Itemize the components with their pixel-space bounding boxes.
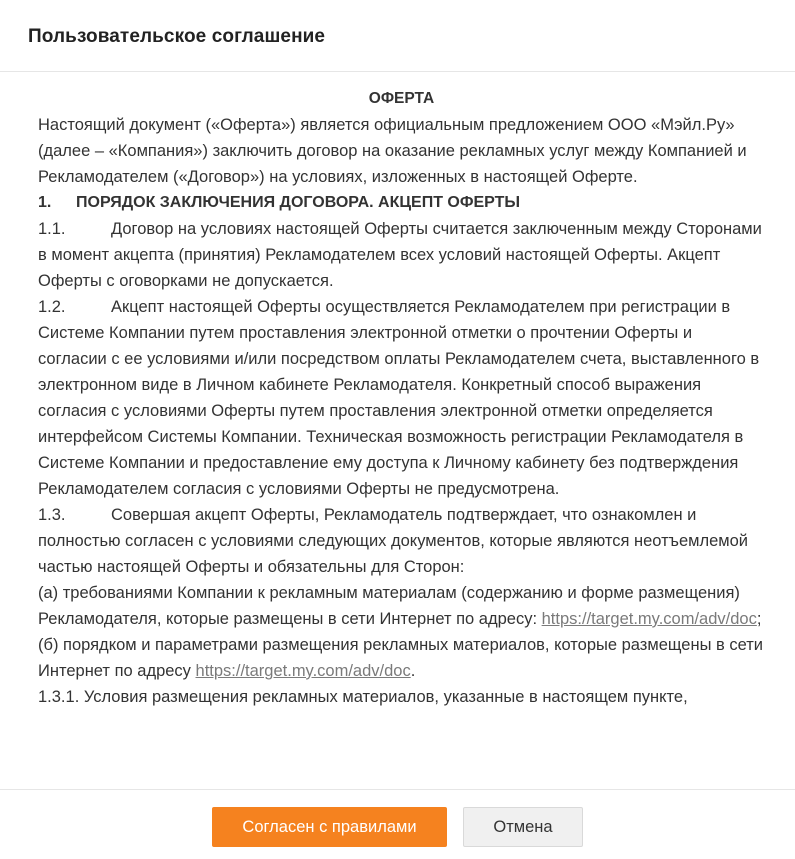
clause-1-3 xyxy=(38,502,765,580)
intro-paragraph: Настоящий документ («Оферта») является официальным предложением ООО «Мэйл.Ру» (далее – «Компания») заключить договор на оказание рекламных услуг между Компанией и Рекламодателем («Договор») на условиях, изложенных в настоящей Оферте. xyxy=(38,116,747,186)
clause-1-1-number: 1.1. xyxy=(38,220,66,238)
dialog-header xyxy=(0,0,795,72)
clause-1-2-number: 1.2. xyxy=(38,298,66,316)
clause-1-2 xyxy=(38,294,765,502)
section-1-heading xyxy=(38,190,765,216)
clause-1-3-number: 1.3. xyxy=(38,506,66,524)
agreement-text-scroll-area[interactable] xyxy=(0,72,795,789)
clause-1-1 xyxy=(38,216,765,294)
document-heading: ОФЕРТА xyxy=(368,90,435,107)
dialog-footer xyxy=(0,789,795,859)
item-a-link[interactable]: https://target.my.com/adv/doc xyxy=(541,610,757,628)
item-b-link[interactable]: https://target.my.com/adv/doc xyxy=(195,662,411,680)
clause-1-2-text: Акцепт настоящей Оферты осуществляется Рекламодателем при регистрации в Системе Компании путем проставления электронной отметки о прочтении Оферты и согласии с ее условиями и/или посредством оплаты Рекламодателем счета, выставленного в электронном виде в Личном кабинете Рекламодателя. Конкретный способ выражения согласия с условиями Оферты путем проставления электронной отметки определяется интерфейсом Системы Компании. Техническая возможность регистрации Рекламодателя в Системе Компании и предоставление ему доступа к Личному кабинету без подтверждения Рекламодателем согласия с условиями Оферты не предусмотрена. xyxy=(38,298,760,498)
section-1-title: ПОРЯДОК ЗАКЛЮЧЕНИЯ ДОГОВОРА. АКЦЕПТ ОФЕРТЫ xyxy=(76,194,521,211)
accept-rules-button[interactable]: Согласен с правилами xyxy=(212,807,447,847)
item-a xyxy=(38,580,765,632)
item-b-text: (б) порядком и параметрами размещения рекламных материалов, которые размещены в сети Интернет по адресу xyxy=(38,636,764,680)
item-b xyxy=(38,632,765,684)
item-b-tail: . xyxy=(410,662,416,680)
clause-1-3-1: 1.3.1. Условия размещения рекламных материалов, указанные в настоящем пункте, xyxy=(38,688,688,706)
item-a-tail: ; xyxy=(756,610,762,628)
item-a-text: (а) требованиями Компании к рекламным материалам (содержанию и форме размещения) Рекламодателя, которые размещены в сети Интернет по адресу: xyxy=(38,584,740,628)
section-1-number: 1. xyxy=(38,194,52,211)
dialog-title: Пользовательское соглашение xyxy=(28,26,326,47)
clause-1-3-text: Совершая акцепт Оферты, Рекламодатель подтверждает, что ознакомлен и полностью согласен с условиями следующих документов, которые являются неотъемлемой частью настоящей Оферты и обязательны для Сторон: xyxy=(38,506,749,576)
cancel-button[interactable]: Отмена xyxy=(463,807,583,847)
clause-1-1-text: Договор на условиях настоящей Оферты считается заключенным между Сторонами в момент акцепта (принятия) Рекламодателем всех условий настоящей Оферты. Акцепт Оферты с оговорками не допускается. xyxy=(38,220,762,290)
